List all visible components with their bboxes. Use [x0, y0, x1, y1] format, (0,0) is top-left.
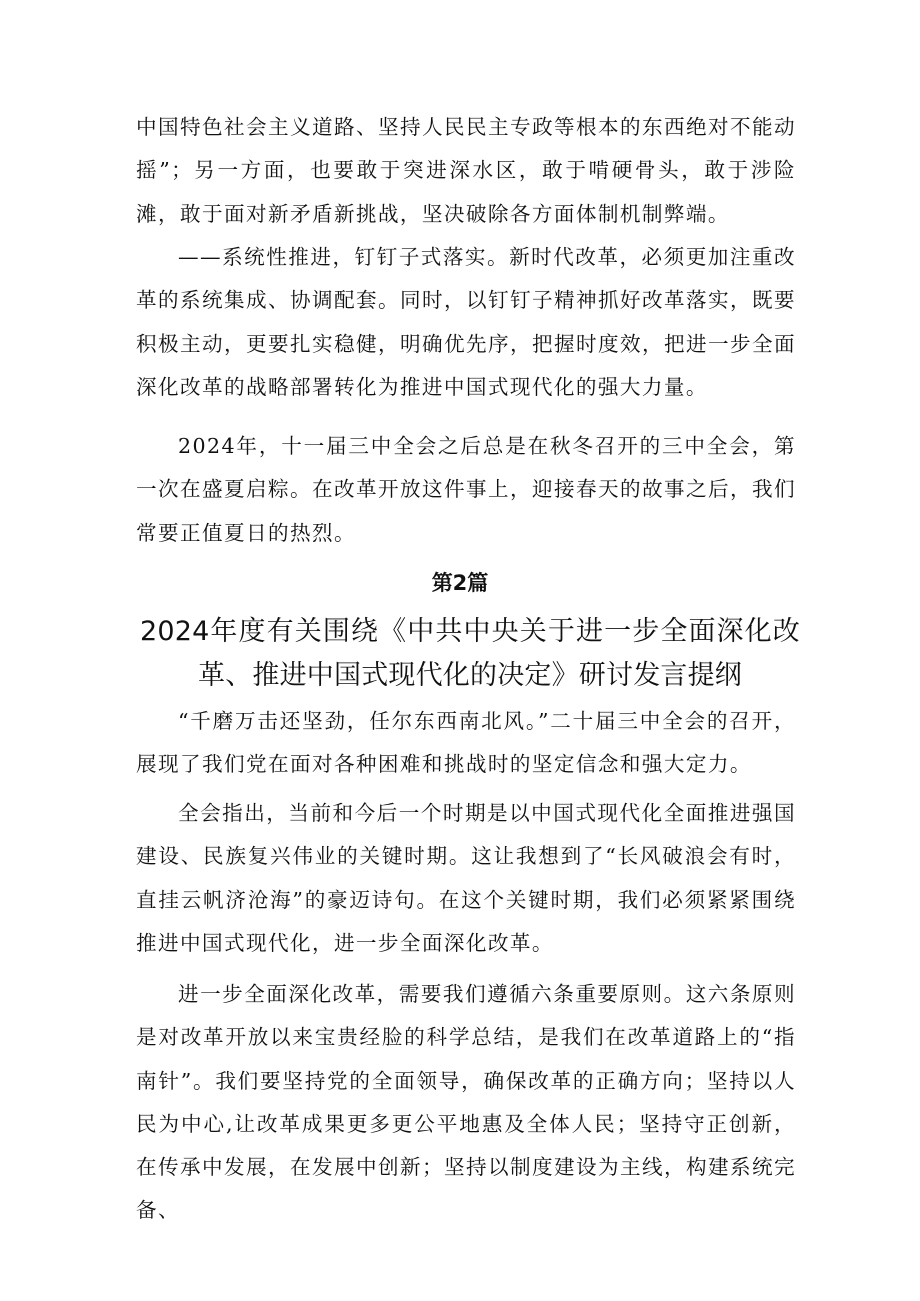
paragraph-systematic-advance: ——系统性推进，钉钉子式落实。新时代改革，必须更加注重改革的系统集成、协调配套。同时，以钉钉子精神抓好改革落实，既要积极主动，更要扎实稳健，明确优先序，把握时度效，把进一步全面深化改革的战略部署转化为推进中国式现代化的强大力量。 [136, 245, 796, 399]
paragraph-key-period: 全会指出，当前和今后一个时期是以中国式现代化全面推进强国建设、民族复兴伟业的关键时期。这让我想到了“长风破浪会有时，直挂云帆济沧海”的豪迈诗句。在这个关键时期，我们必须紧紧围绕推进中国式现代化，进一步全面深化改革。 [136, 801, 796, 955]
paragraph-six-principles: 进一步全面深化改革，需要我们遵循六条重要原则。这六条原则是对改革开放以来宝贵经脸的科学总结，是我们在改革道路上的“指南针”。我们要坚持党的全面领导，确保改革的正确方向；坚持以人民为中心,让改革成果更多更公平地惠及全体人民；坚持守正创新，在传承中发展，在发展中创新；坚持以制度建设为主线，构建系统完备、 [136, 982, 796, 1223]
paragraph-opening-quote: “千磨万击还坚劲，任尔东西南北风。”二十届三中全会的召开，展现了我们党在面对各种困难和挑战时的坚定信念和强大定力。 [136, 709, 796, 777]
paragraph-reform-boundaries: 中国特色社会主义道路、坚持人民民主专政等根本的东西绝对不能动摇”；另一方面，也要敢于突进深水区，敢于啃硬骨头，敢于涉险滩，敢于面对新矛盾新挑战，坚决破除各方面体制机制弊端。 [136, 115, 796, 226]
section-label: 第2篇 [431, 571, 489, 595]
paragraph-summer-plenum: 2024年，十一届三中全会之后总是在秋冬召开的三中全会，第一次在盛夏启粽。在改革开放这件事上，迎接春天的故事之后，我们常要正值夏日的热烈。 [136, 434, 796, 545]
document-title: 2024年度有关围绕《中共中央关于进一步全面深化改革、推进中国式现代化的决定》研讨发言提纲 [140, 616, 800, 691]
